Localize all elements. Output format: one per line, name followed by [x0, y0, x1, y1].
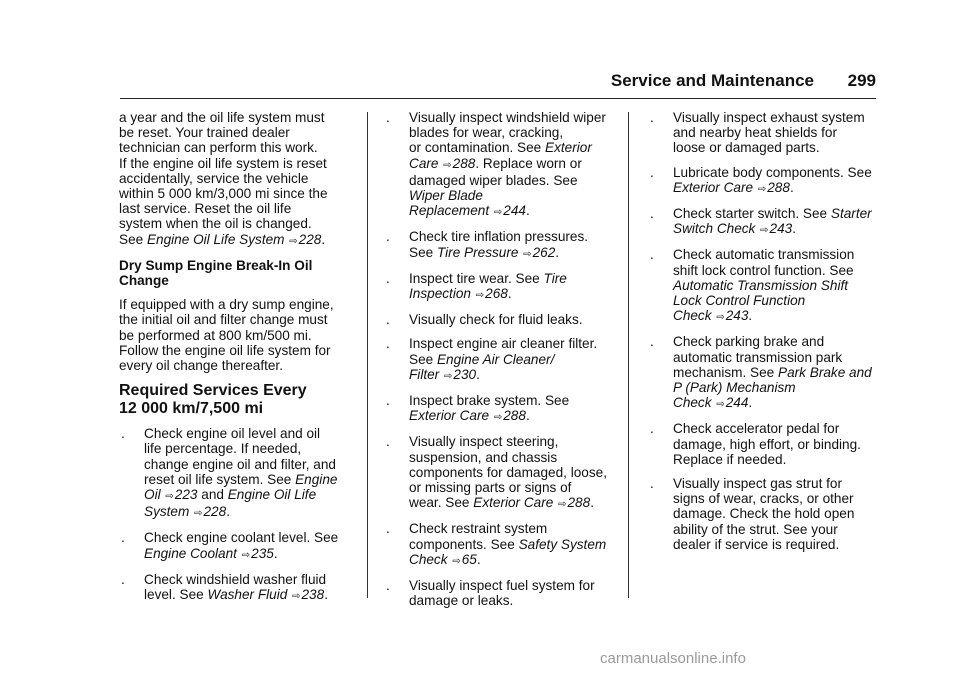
list-item: . Check engine oil level and oil life percentage. If needed, change engine oil and filter, and reset oil life system. See Engine Oil ⇨223 and Engine Oil Life System ⇨228.	[121, 426, 338, 520]
column-right	[648, 110, 884, 561]
cross-reference-link[interactable]: Exterior Care	[673, 179, 754, 195]
page-ref-arrow-icon: ⇨	[444, 370, 453, 382]
cross-reference-link[interactable]: Check	[409, 551, 448, 567]
page-number: 299	[847, 71, 876, 90]
page-ref-arrow-icon: ⇨	[757, 183, 767, 195]
list-item: . Inspect tire wear. See Tire Inspection ⇨268.	[386, 270, 567, 302]
cross-reference-link[interactable]: Tire Pressure	[436, 244, 519, 260]
cross-reference-link[interactable]: Safety System	[518, 536, 607, 552]
list-item: . Check windshield washer fluid level. See Washer Fluid ⇨238.	[121, 571, 328, 603]
page-ref-arrow-icon: ⇨	[165, 491, 174, 503]
list-item: . Lubricate body components. See Exterior Care ⇨288.	[650, 164, 872, 195]
page-ref-arrow-icon: ⇨	[452, 555, 461, 567]
column-divider	[367, 112, 368, 598]
list-item: . Check accelerator pedal for damage, high effort, or binding. Replace if needed.	[650, 421, 861, 467]
list-item: . Inspect brake system. See Exterior Care ⇨288.	[386, 393, 570, 424]
list-item: . Check parking brake and automatic transmission park mechanism. See Park Brake and P (Park) Mechanism Check ⇨244.	[650, 334, 872, 411]
header-rule	[120, 98, 876, 99]
dry-sump-heading: Dry Sump Engine Break-In Oil Change	[119, 257, 313, 289]
section-heading: Required Services Every 12 000 km/7,500 mi	[119, 382, 307, 418]
cross-reference-link[interactable]: Engine Coolant	[144, 545, 237, 561]
list-item: . Visually inspect gas strut for signs of wear, cracks, or other damage. Check the hold open ability of the strut. See your dealer if service is required.	[650, 476, 855, 552]
cross-reference-link[interactable]: Switch Check	[673, 221, 756, 237]
cross-reference-link[interactable]: Replacement	[409, 203, 490, 219]
cross-reference-link[interactable]: Inspection	[409, 286, 471, 302]
page-ref-arrow-icon: ⇨	[558, 499, 567, 511]
page-ref-arrow-icon: ⇨	[760, 225, 769, 237]
page-ref-arrow-icon: ⇨	[716, 399, 725, 411]
intro-paragraph: a year and the oil life system must be reset. Your trained dealer technician can perform this work. If the engine oil life system is reset accidentally, service the vehicle within 5 000 km/3,000 mi since the last service. Reset the oil life system when the oil is changed. See Engine Oil Life System ⇨228.	[119, 110, 328, 247]
cross-reference-link[interactable]: Wiper Blade	[409, 188, 483, 204]
cross-reference-link[interactable]: Automatic Transmission Shift	[673, 277, 849, 293]
page-ref-arrow-icon: ⇨	[194, 508, 203, 520]
page-ref-arrow-icon: ⇨	[716, 312, 725, 324]
cross-reference-link[interactable]: Engine Air Cleaner/	[436, 351, 555, 367]
list-item: . Visually check for fluid leaks.	[386, 312, 583, 328]
cross-reference-link[interactable]: Exterior	[545, 140, 592, 156]
cross-reference-link[interactable]: Engine Oil Life System	[146, 231, 285, 247]
cross-reference-link[interactable]: P (Park) Mechanism	[673, 380, 796, 396]
watermark-text: carmanualsonline.info	[600, 650, 746, 667]
page-ref-arrow-icon: ⇨	[475, 290, 485, 302]
page-ref-arrow-icon: ⇨	[493, 207, 503, 219]
page-ref-arrow-icon: ⇨	[493, 412, 503, 424]
cross-reference-link[interactable]: Park Brake and	[778, 364, 872, 380]
cross-reference-link[interactable]: Tire	[543, 270, 567, 286]
column-middle	[384, 110, 624, 617]
list-item: . Check automatic transmission shift lock control function. See Automatic Transmission Shift Lock Control Function Check ⇨243.	[650, 247, 855, 324]
dry-sump-paragraph: If equipped with a dry sump engine, the initial oil and filter change must be performed at 800 km/500 mi. Follow the engine oil life system for every oil change thereafter.	[119, 297, 334, 374]
list-item: . Check engine coolant level. See Engine Coolant ⇨235.	[121, 530, 339, 561]
list-item: . Visually inspect steering, suspension, and chassis components for damaged, loose, or missing parts or signs of wear. See Exterior Care ⇨288.	[386, 434, 607, 511]
column-divider	[628, 112, 629, 598]
cross-reference-link[interactable]: Check	[673, 308, 712, 324]
list-item: . Visually inspect windshield wiper blades for wear, cracking, or contamination. See Exterior Care ⇨288. Replace worn or damaged wiper blades. See Wiper Blade Replacement ⇨244.	[386, 110, 606, 219]
cross-reference-link[interactable]: Exterior Care	[473, 495, 554, 511]
page-section-title: Service and Maintenance	[610, 71, 814, 90]
list-item: . Check restraint system components. See Safety System Check ⇨65.	[386, 521, 607, 567]
list-item: . Check starter switch. See Starter Switch Check ⇨243.	[650, 206, 872, 237]
cross-reference-link[interactable]: Engine	[295, 471, 338, 487]
column-left	[119, 110, 359, 613]
list-item: . Visually inspect exhaust system and nearby heat shields for loose or damaged parts.	[650, 110, 865, 156]
page-ref-arrow-icon: ⇨	[241, 549, 251, 561]
page-ref-arrow-icon: ⇨	[292, 591, 301, 603]
cross-reference-link[interactable]: System	[144, 504, 190, 520]
cross-reference-link[interactable]: Exterior Care	[409, 408, 490, 424]
cross-reference-link[interactable]: Filter	[409, 366, 440, 382]
list-item: . Visually inspect fuel system for damage or leaks.	[386, 578, 595, 609]
cross-reference-link[interactable]: Engine Oil Life	[227, 487, 317, 503]
list-item: . Check tire inflation pressures. See Tire Pressure ⇨262.	[386, 229, 589, 260]
cross-reference-link[interactable]: Washer Fluid	[207, 587, 288, 603]
cross-reference-link[interactable]: Oil	[144, 487, 161, 503]
page-ref-arrow-icon: ⇨	[443, 159, 452, 171]
list-item: . Inspect engine air cleaner filter. See Engine Air Cleaner/ Filter ⇨230.	[386, 336, 598, 382]
cross-reference-link[interactable]: Check	[673, 395, 712, 411]
page-ref-arrow-icon: ⇨	[523, 248, 532, 260]
cross-reference-link[interactable]: Starter	[830, 206, 872, 222]
cross-reference-link[interactable]: Lock Control Function	[673, 293, 806, 309]
cross-reference-link[interactable]: Care	[409, 155, 439, 171]
page-ref-arrow-icon: ⇨	[289, 235, 298, 247]
